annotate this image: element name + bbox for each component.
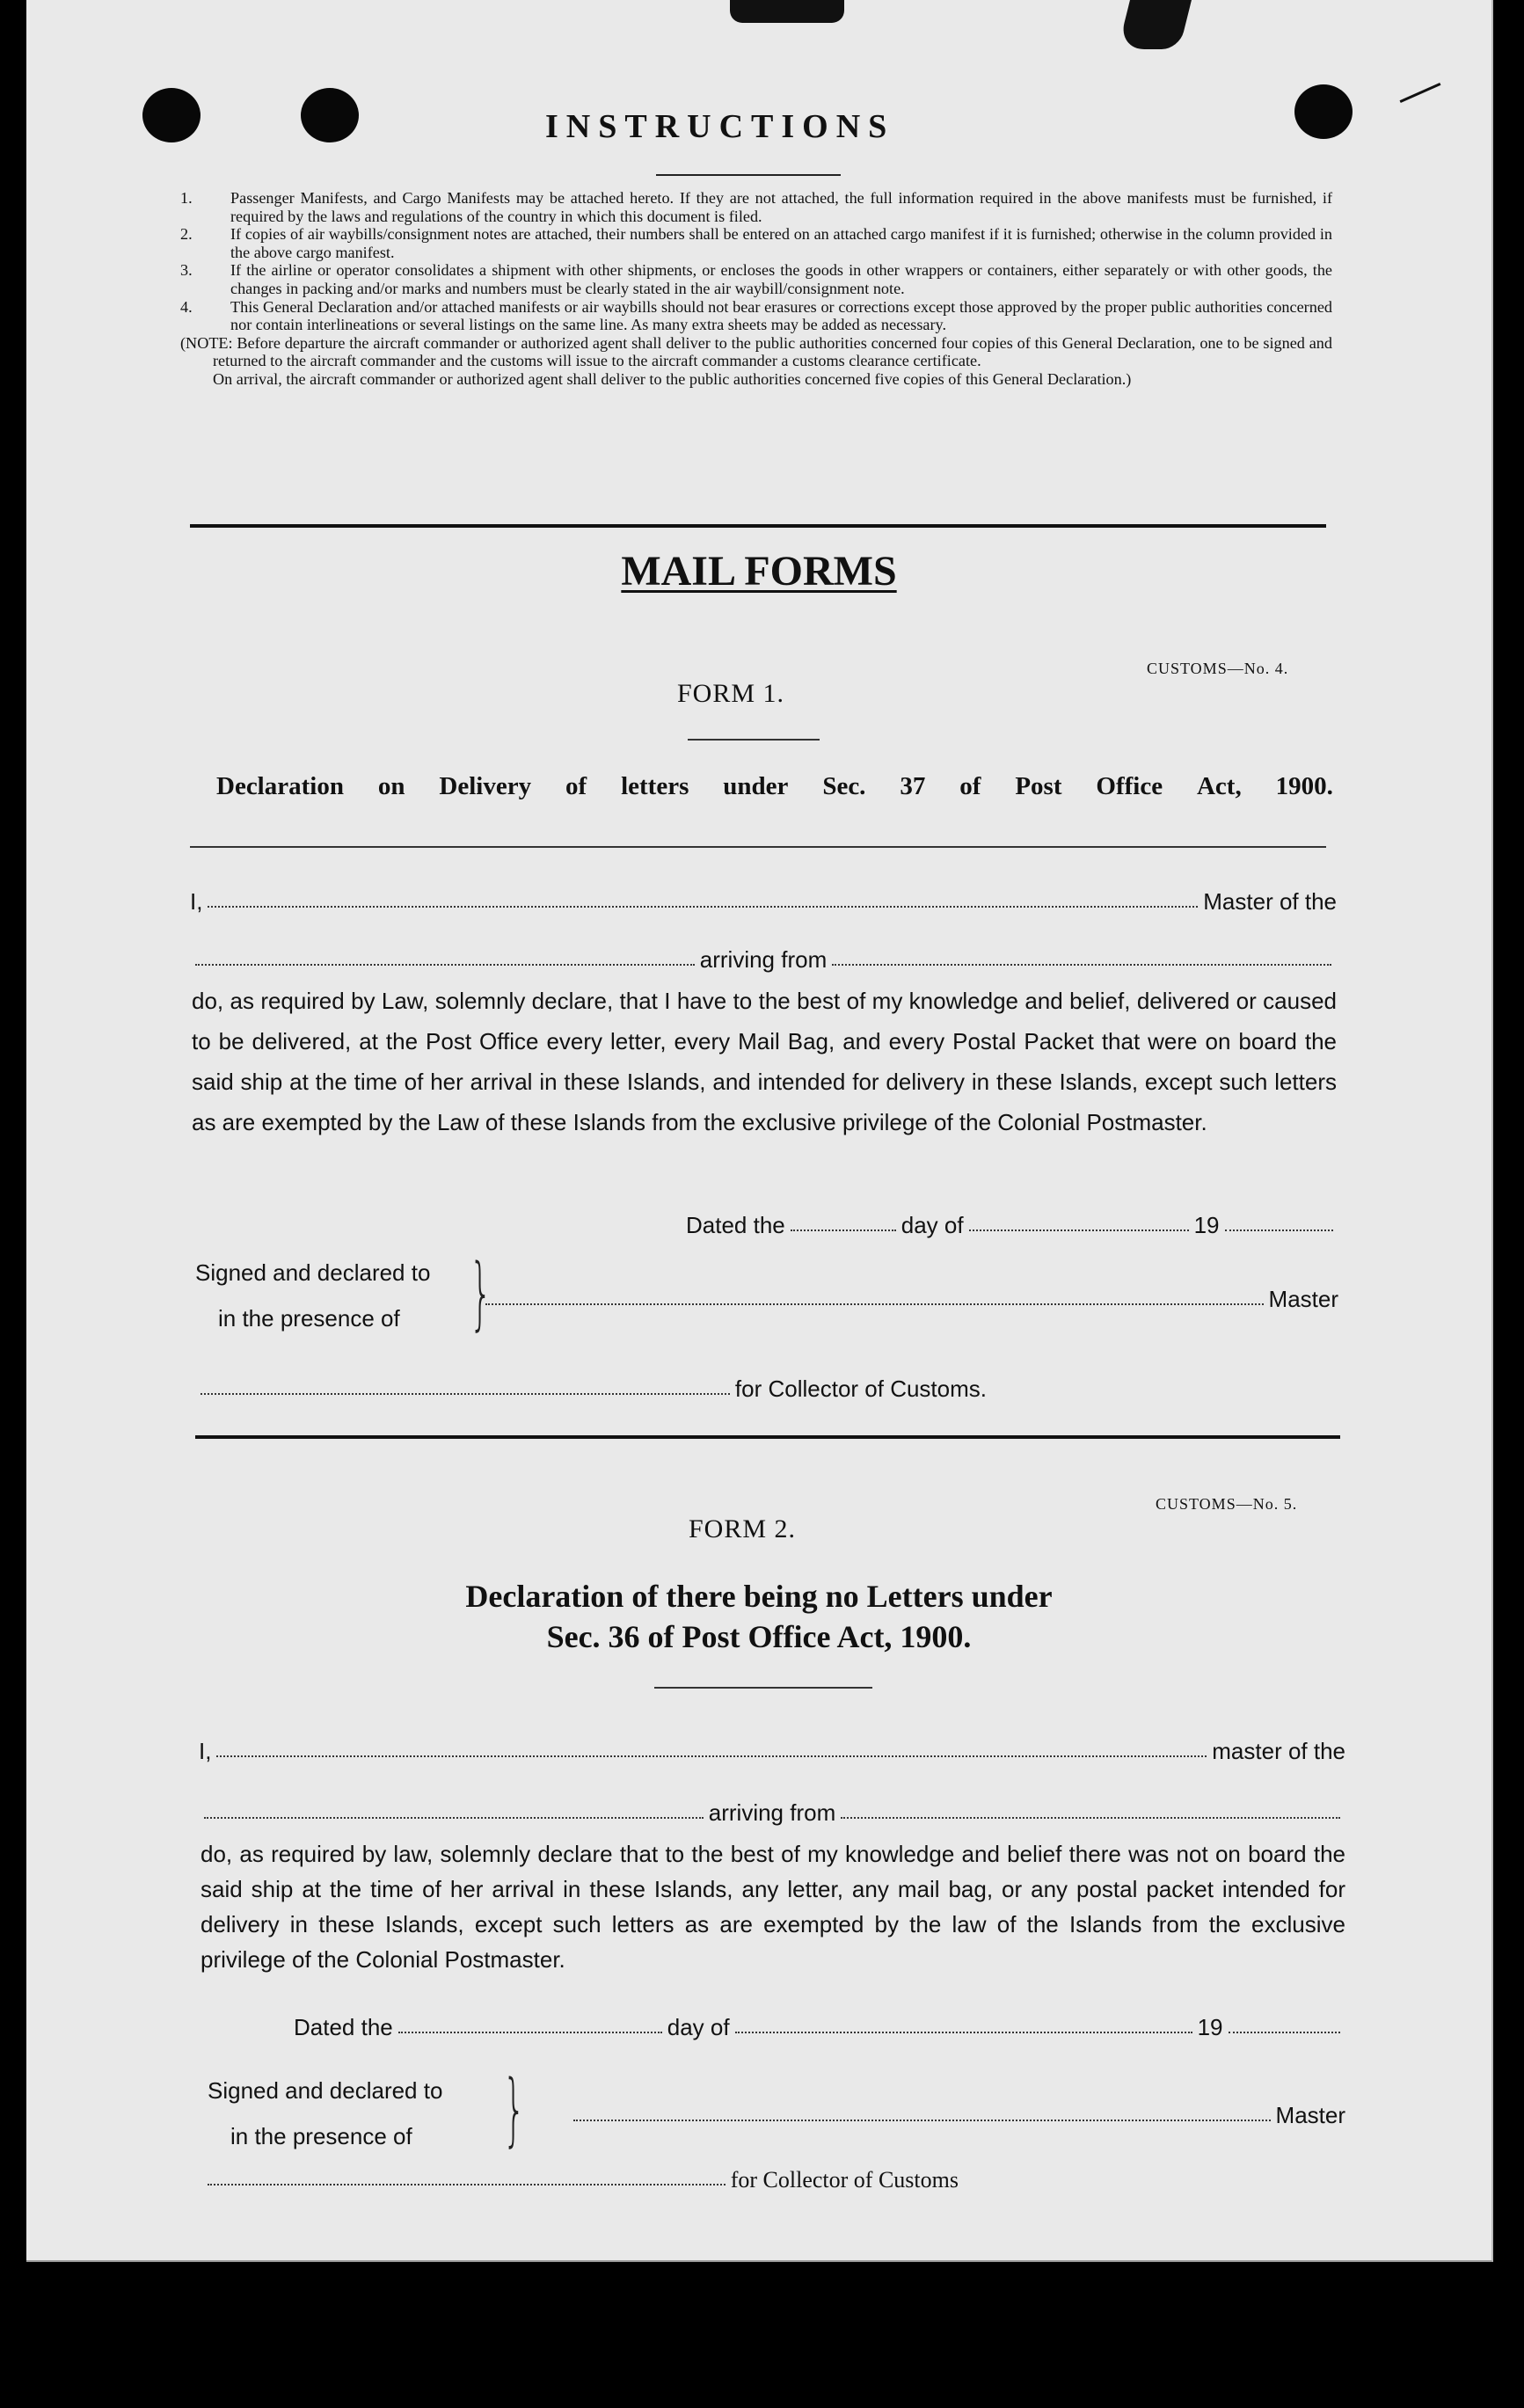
instruction-item-2 <box>180 225 1332 261</box>
instruction-number: 1. <box>180 189 193 207</box>
form1-name-field[interactable] <box>208 905 1198 908</box>
form1-heading-rule <box>688 739 820 741</box>
section-divider-middle <box>195 1435 1340 1439</box>
section-title: MAIL FORMS <box>621 548 897 595</box>
form1-declaration-word: on <box>377 772 405 800</box>
form1-year-field[interactable] <box>1225 1229 1334 1231</box>
form2-arriving-from-label: arriving from <box>708 1799 836 1826</box>
form2-collector-label: for Collector of Customs <box>730 2167 959 2193</box>
instructions-rule <box>656 174 841 176</box>
form1-presence-label: in the presence of <box>218 1305 400 1332</box>
form2-dated-label: Dated the <box>294 2014 393 2040</box>
form2-name-field[interactable] <box>216 1755 1207 1757</box>
form1-date-line <box>686 1212 1338 1239</box>
form2-customs-code: CUSTOMS—No. 5. <box>1156 1495 1298 1513</box>
form1-declaration-word: letters <box>621 772 689 800</box>
form1-master-signature-line <box>480 1286 1338 1313</box>
form2-declaration-line2: Sec. 36 of Post Office Act, 1900. <box>546 1619 972 1654</box>
form1-master-signature-field[interactable] <box>485 1303 1264 1305</box>
form2-heading: FORM 2. <box>689 1514 797 1543</box>
instruction-item-4 <box>180 298 1332 334</box>
form1-declaration-word: 1900. <box>1275 772 1333 800</box>
form1-master-line <box>190 888 1337 916</box>
form2-ship-field[interactable] <box>204 1816 704 1819</box>
form1-collector-line <box>195 1375 987 1403</box>
form1-heading: FORM 1. <box>677 679 785 708</box>
form2-origin-field[interactable] <box>841 1816 1340 1819</box>
form2-date-line <box>294 2014 1345 2041</box>
form2-arriving-line <box>199 1799 1345 1827</box>
form1-collector-field[interactable] <box>201 1392 730 1395</box>
form2-master-signature-field[interactable] <box>573 2119 1271 2121</box>
form2-day-field[interactable] <box>398 2031 662 2033</box>
form1-collector-label: for Collector of Customs. <box>734 1375 987 1402</box>
form2-body <box>201 1836 1345 1977</box>
form2-presence-label: in the presence of <box>230 2123 412 2149</box>
instruction-text: This General Declaration and/or attached manifests or air waybills should not bear erasures or corrections except those approved by the proper public authorities concerned nor contain interlineations or several listings on the same line. As many extra sheets may be added as necessary. <box>230 297 1332 334</box>
document-sheet <box>26 0 1493 2262</box>
form1-declaration-word: Act, <box>1196 772 1242 800</box>
instruction-text: If copies of air waybills/consignment notes are attached, their numbers shall be entered on an attached cargo manifest if it is furnished; otherwise in the column provided in the above cargo manifest. <box>230 225 1332 261</box>
form1-declaration-word: Office <box>1096 772 1163 800</box>
form1-ship-field[interactable] <box>195 963 695 966</box>
instruction-text: Passenger Manifests, and Cargo Manifests may be attached hereto. If they are not attached, the full information required in the above manifests must be furnished, if required by the laws and regulations of the country in which this document is filed. <box>230 189 1332 225</box>
torn-edge-mark <box>730 0 844 23</box>
form1-brace: } <box>469 1247 492 1339</box>
form1-day-of-label: day of <box>901 1212 964 1238</box>
form1-declaration-word: under <box>723 772 789 800</box>
form1-year-label: 19 <box>1193 1212 1220 1238</box>
form2-signed-label: Signed and declared to <box>208 2077 443 2104</box>
form1-arriving-line <box>190 946 1337 974</box>
form1-declaration-word: Sec. <box>822 772 866 800</box>
instructions-title: INSTRUCTIONS <box>545 108 895 145</box>
form1-body <box>192 981 1337 1142</box>
form1-line1-start: I, <box>190 888 203 915</box>
form1-declaration-word: of <box>565 772 587 800</box>
form2-day-of-label: day of <box>667 2014 730 2040</box>
form2-line1-end: master of the <box>1212 1738 1345 1764</box>
form1-title-rule <box>190 846 1326 848</box>
form1-origin-field[interactable] <box>832 963 1331 966</box>
form2-collector-field[interactable] <box>208 2183 726 2185</box>
form1-declaration-word: 37 <box>900 772 926 800</box>
instruction-number: 2. <box>180 225 193 244</box>
form1-signed-label: Signed and declared to <box>195 1259 431 1286</box>
form2-line1-start: I, <box>199 1738 212 1764</box>
form1-body-text: do, as required by Law, solemnly declare, that I have to the best of my knowledge and belief, delivered or caused to be delivered, at the Post Office every letter, every Mail Bag, and every Postal Packet that were on board the said ship at the time of her arrival in these Islands, and intended for delivery in these Islands, except such letters as are exempted by the Law of these Islands from the exclusive privilege of the Colonial Postmaster. <box>192 988 1337 1135</box>
punch-hole-right <box>1294 84 1353 139</box>
form2-declaration-title <box>26 1576 1491 1657</box>
torn-corner-mark <box>1118 0 1192 49</box>
form1-declaration-word: Post <box>1015 772 1062 800</box>
form1-line1-end: Master of the <box>1203 888 1337 915</box>
form1-master-label: Master <box>1268 1286 1338 1312</box>
form2-master-signature-line <box>568 2102 1345 2129</box>
instruction-note: (NOTE: Before departure the aircraft commander or authorized agent shall deliver to the public authorities concerned four copies of this General Declaration, one to be signed and returned to the aircraft commander and the customs will issue to the aircraft commander a customs clearance certificate. <box>180 333 1332 370</box>
instruction-note-arrival: On arrival, the aircraft commander or authorized agent shall deliver to the public authorities concerned five copies of this General Declaration.) <box>213 369 1132 388</box>
instruction-number: 4. <box>180 297 193 316</box>
instruction-item-1 <box>180 189 1332 225</box>
form2-body-text: do, as required by law, solemnly declare that to the best of my knowledge and belief there was not on board the said ship at the time of her arrival in these Islands, any letter, any mail bag, or any postal packet intended for delivery in these Islands, except such letters as are exempted by the law of the Islands from the exclusive privilege of the Colonial Postmaster. <box>201 1841 1345 1973</box>
stray-mark <box>1400 83 1441 103</box>
form1-customs-code: CUSTOMS—No. 4. <box>1147 660 1289 677</box>
form2-master-line <box>199 1738 1345 1765</box>
form2-heading-rule <box>654 1687 872 1689</box>
form1-arriving-from-label: arriving from <box>699 946 828 973</box>
form1-declaration-word: Declaration <box>216 772 344 800</box>
punch-hole-left <box>142 88 201 142</box>
form2-brace: } <box>502 2063 526 2156</box>
form1-dated-label: Dated the <box>686 1212 785 1238</box>
instruction-text: If the airline or operator consolidates a shipment with other shipments, or encloses the goods in other wrappers or containers, either separately or with other goods, the changes in packing and/or marks and numbers must be clearly stated in the air waybill/consignment note. <box>230 261 1332 297</box>
form2-year-field[interactable] <box>1229 2031 1341 2033</box>
section-divider-top <box>190 524 1326 528</box>
punch-hole-center <box>301 88 359 142</box>
instructions-list <box>180 189 1332 389</box>
form2-month-field[interactable] <box>735 2031 1192 2033</box>
instruction-number: 3. <box>180 261 193 280</box>
form2-declaration-line1: Declaration of there being no Letters under <box>465 1579 1053 1614</box>
instruction-item-3 <box>180 261 1332 297</box>
form2-master-label: Master <box>1275 2102 1345 2128</box>
form1-declaration-title <box>216 772 1333 801</box>
form2-year-label: 19 <box>1197 2014 1223 2040</box>
form2-collector-line <box>202 2167 959 2193</box>
form1-declaration-word: Delivery <box>439 772 532 800</box>
form1-month-field[interactable] <box>969 1229 1189 1231</box>
form1-declaration-word: of <box>959 772 981 800</box>
form1-day-field[interactable] <box>791 1229 896 1231</box>
